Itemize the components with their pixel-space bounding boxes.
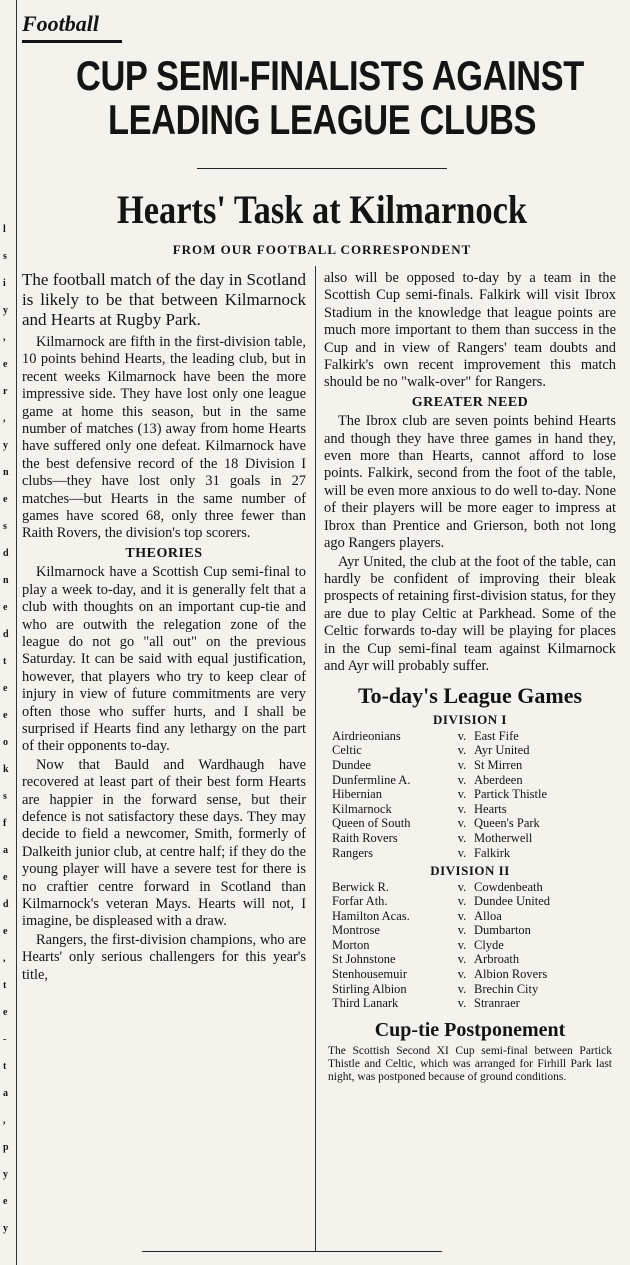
- versus-marker: v.: [457, 937, 467, 952]
- subheadline: Hearts' Task at Kilmarnock: [117, 187, 527, 232]
- away-team: East Fife: [474, 728, 519, 743]
- headline-line-2: LEADING LEAGUE CLUBS: [107, 96, 537, 143]
- away-team: St Mirren: [474, 757, 523, 772]
- margin-fragment: e: [3, 872, 8, 883]
- margin-fragment: s: [3, 791, 7, 802]
- fixture-row: [332, 758, 612, 773]
- margin-fragment: i: [3, 278, 6, 289]
- body-paragraph: Kilmarnock are fifth in the first-division table, 10 points behind Hearts, the leading club, but in recent weeks Kilmarnock have been the more impressive side. They have lost only one league game at home this season, but in the same number of matches (13) away from home Hearts have suffered only one defeat. Kilmarnock have the best defensive record of the 18 Division I clubs—they have lost only 31 goals in 27 matches—but Hearts in the same number of games have scored 68, only three fewer than Raith Rovers, the division's top scorers.: [22, 334, 306, 542]
- margin-fragment: f: [3, 818, 7, 829]
- margin-fragment: ,: [3, 413, 6, 424]
- column-divider: [315, 266, 316, 1251]
- margin-fragment: e: [3, 1007, 8, 1018]
- postponement-text: The Scottish Second XI Cup semi-final between Partick Thistle and Celtic, which was arranged for Firhill Park last night, was postponed because of ground conditions.: [328, 1044, 612, 1083]
- home-team: Airdrieonians: [332, 728, 401, 743]
- headline-line-1: CUP SEMI-FINALISTS AGAINST: [76, 52, 584, 99]
- versus-marker: v.: [457, 967, 467, 982]
- away-team: Clyde: [474, 937, 504, 952]
- margin-fragment: s: [3, 251, 7, 262]
- away-team: Brechin City: [474, 981, 539, 996]
- cross-heading: GREATER NEED: [411, 394, 529, 410]
- away-team: Alloa: [474, 908, 502, 923]
- fixture-row: [332, 846, 612, 861]
- margin-fragment: s: [3, 521, 7, 532]
- margin-fragment: ,: [3, 1115, 6, 1126]
- right-column: [324, 270, 616, 1084]
- margin-fragment: e: [3, 710, 8, 721]
- division-2-fixtures: [332, 880, 612, 1011]
- newspaper-article: [22, 6, 622, 1258]
- margin-fragment: e: [3, 494, 8, 505]
- home-team: Forfar Ath.: [332, 894, 388, 909]
- fixture-row: [332, 996, 612, 1011]
- margin-fragment: y: [3, 1223, 8, 1234]
- home-team: Stenhousemuir: [332, 967, 407, 982]
- margin-fragment: d: [3, 629, 9, 640]
- body-paragraph: Ayr United, the club at the foot of the table, can hardly be confident of improving their bleak prospects of retaining first-division status, for they are due to play Celtic at Parkhead. Some of the Celtic forwards to-day will be playing for places in the Cup semi-final team against Kilmarnock and Ayr will probably suffer.: [324, 553, 616, 674]
- margin-fragment: -: [3, 1034, 7, 1045]
- postponement-title: Cup-tie Postponement: [374, 1018, 566, 1041]
- versus-marker: v.: [457, 787, 467, 802]
- margin-fragment: t: [3, 980, 7, 991]
- away-team: Dundee United: [474, 894, 551, 909]
- lead-paragraph: The football match of the day in Scotland is likely to be that between Kilmarnock and Hearts at Rugby Park.: [22, 270, 306, 329]
- margin-fragment: l: [3, 224, 6, 235]
- fixture-row: [332, 923, 612, 938]
- margin-fragment: e: [3, 1196, 8, 1207]
- fixture-row: [332, 938, 612, 953]
- away-team: Partick Thistle: [474, 787, 548, 802]
- away-team: Arbroath: [474, 952, 520, 967]
- versus-marker: v.: [457, 801, 467, 816]
- league-games-title: To-day's League Games: [357, 683, 583, 709]
- margin-fragment: n: [3, 467, 9, 478]
- margin-fragment: k: [3, 764, 9, 775]
- margin-fragment: y: [3, 440, 8, 451]
- body-paragraph: Now that Bauld and Wardhaugh have recovered at least part of their best form Hearts are happier in the forward sense, but their defence is not satisfactory these days. They may decide to field a newcomer, Smith, formerly of Dalkeith junior club, at centre half; if they do the young player will have a severe test for there is no craftier centre forward in Scotland than Kilmarnock's veteran Mays. Hearts will not, I imagine, be displeased with a draw.: [22, 756, 306, 930]
- margin-fragment: e: [3, 602, 8, 613]
- versus-marker: v.: [457, 908, 467, 923]
- away-team: Ayr United: [474, 743, 530, 758]
- versus-marker: v.: [457, 772, 467, 787]
- margin-fragment: d: [3, 899, 9, 910]
- versus-marker: v.: [457, 743, 467, 758]
- home-team: Queen of South: [332, 816, 411, 831]
- margin-fragment: y: [3, 1169, 8, 1180]
- versus-marker: v.: [457, 816, 467, 831]
- fixture-row: [332, 743, 612, 758]
- versus-marker: v.: [457, 894, 467, 909]
- versus-marker: v.: [457, 845, 467, 860]
- versus-marker: v.: [457, 923, 467, 938]
- versus-marker: v.: [457, 728, 467, 743]
- headline: [76, 52, 584, 143]
- cross-heading: THEORIES: [125, 545, 203, 561]
- fixture-row: [332, 816, 612, 831]
- home-team: Stirling Albion: [332, 981, 407, 996]
- fixture-row: [332, 952, 612, 967]
- left-column: [22, 270, 306, 985]
- home-team: Montrose: [332, 923, 380, 938]
- margin-fragment: y: [3, 305, 8, 316]
- fixture-row: [332, 880, 612, 895]
- margin-fragment: e: [3, 359, 8, 370]
- division-2-title: DIVISION II: [430, 863, 510, 879]
- margin-fragment: t: [3, 656, 7, 667]
- body-paragraph: also will be opposed to-day by a team in the Scottish Cup semi-finals. Falkirk will visit Ibrox Stadium in the knowledge that league points are much more important to them than success in the Cup and in view of Rangers' team doubts and Falkirk's own recent improvement this match should be no "walk-over" for Rangers.: [324, 270, 616, 391]
- away-team: Hearts: [474, 801, 507, 816]
- body-paragraph: Kilmarnock have a Scottish Cup semi-final to play a week to-day, and it is generally felt that a club with thoughts on an important cup-tie and who are outwith the relegation zone of the league do not go "all out" on the previous Saturday. It can be said with equal justification, however, that players who try to keep clear of injury in view of future commitments are very often those who suffer hurts, and I shall be surprised if Hearts find any lethargy on the part of their opponents to-day.: [22, 564, 306, 755]
- fixture-row: [332, 729, 612, 744]
- margin-fragment: e: [3, 683, 8, 694]
- fixture-row: [332, 773, 612, 788]
- margin-fragment: d: [3, 548, 9, 559]
- versus-marker: v.: [457, 830, 467, 845]
- away-team: Albion Rovers: [474, 967, 548, 982]
- home-team: Kilmarnock: [332, 801, 392, 816]
- fixture-row: [332, 787, 612, 802]
- away-team: Queen's Park: [474, 816, 540, 831]
- margin-fragment: ,: [3, 332, 6, 343]
- home-team: Third Lanark: [332, 996, 399, 1011]
- home-team: Berwick R.: [332, 879, 389, 894]
- adjacent-column-fragments: [0, 0, 17, 1265]
- headline-rule: [197, 168, 447, 169]
- division-1-fixtures: [332, 729, 612, 860]
- fixture-row: [332, 982, 612, 997]
- body-paragraph: Rangers, the first-division champions, who are Hearts' only serious challengers for this year's title,: [22, 931, 306, 983]
- margin-fragment: a: [3, 1088, 8, 1099]
- bottom-rule: [142, 1251, 442, 1252]
- margin-fragment: ,: [3, 953, 6, 964]
- versus-marker: v.: [457, 996, 467, 1011]
- away-team: Falkirk: [474, 845, 511, 860]
- division-1-title: DIVISION I: [433, 712, 507, 728]
- fixture-row: [332, 894, 612, 909]
- home-team: Rangers: [332, 845, 373, 860]
- margin-fragment: n: [3, 575, 9, 586]
- margin-fragment: p: [3, 1142, 9, 1153]
- fixture-row: [332, 909, 612, 924]
- home-team: Celtic: [332, 743, 362, 758]
- away-team: Stranraer: [474, 996, 520, 1011]
- away-team: Cowdenbeath: [474, 879, 543, 894]
- fixture-row: [332, 967, 612, 982]
- away-team: Motherwell: [474, 830, 533, 845]
- byline: FROM OUR FOOTBALL CORRESPONDENT: [172, 242, 472, 257]
- versus-marker: v.: [457, 981, 467, 996]
- versus-marker: v.: [457, 757, 467, 772]
- section-tag: Football: [22, 8, 122, 43]
- home-team: Hibernian: [332, 787, 382, 802]
- margin-fragment: r: [3, 386, 8, 397]
- home-team: Dunfermline A.: [332, 772, 411, 787]
- away-team: Aberdeen: [474, 772, 523, 787]
- home-team: Raith Rovers: [332, 830, 398, 845]
- margin-fragment: o: [3, 737, 8, 748]
- versus-marker: v.: [457, 879, 467, 894]
- margin-fragment: t: [3, 1061, 7, 1072]
- fixture-row: [332, 802, 612, 817]
- home-team: Morton: [332, 937, 370, 952]
- margin-fragment: e: [3, 926, 8, 937]
- away-team: Dumbarton: [474, 923, 531, 938]
- margin-fragment: a: [3, 845, 8, 856]
- versus-marker: v.: [457, 952, 467, 967]
- body-paragraph: The Ibrox club are seven points behind Hearts and though they have three games in hand they, even more than Hearts, cannot afford to lose points. Falkirk, second from the foot of the table, will be even more anxious to do well to-day. None of their players will be more eager to impress at Ibrox than Prentice and Grierson, both not long ago Rangers players.: [324, 413, 616, 552]
- home-team: Hamilton Acas.: [332, 908, 410, 923]
- home-team: Dundee: [332, 757, 371, 772]
- fixture-row: [332, 831, 612, 846]
- home-team: St Johnstone: [332, 952, 396, 967]
